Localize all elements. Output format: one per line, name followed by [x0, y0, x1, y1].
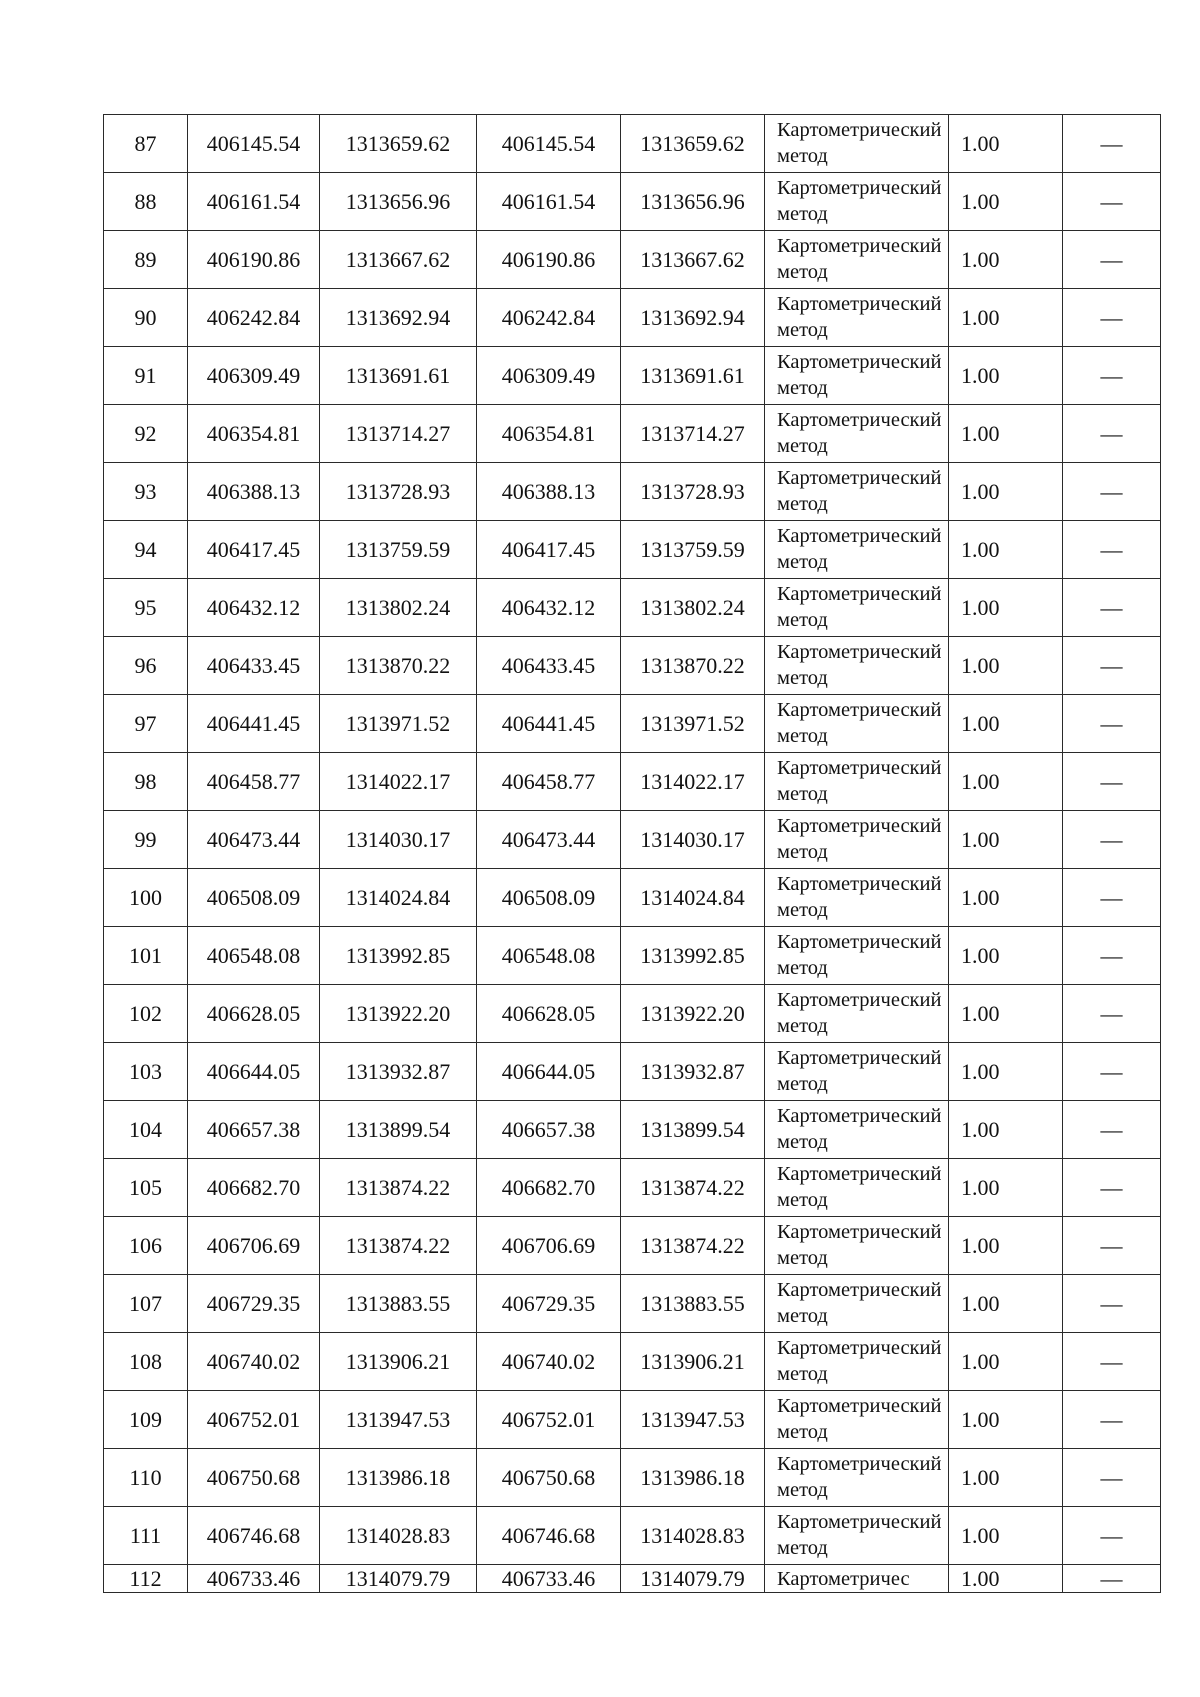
- method-cell: Картометрический метод: [765, 1333, 949, 1391]
- refined-y-cell: 1313992.85: [621, 927, 765, 985]
- refined-x-cell: 406746.68: [477, 1507, 621, 1565]
- refined-y-cell: 1313932.87: [621, 1043, 765, 1101]
- method-cell: Картометрический метод: [765, 579, 949, 637]
- note-cell: —: [1063, 579, 1161, 637]
- accuracy-cell: 1.00: [949, 173, 1063, 231]
- table-row: [104, 173, 1161, 231]
- refined-y-cell: 1313971.52: [621, 695, 765, 753]
- accuracy-cell: 1.00: [949, 579, 1063, 637]
- method-cell: Картометрический метод: [765, 347, 949, 405]
- accuracy-cell: 1.00: [949, 1391, 1063, 1449]
- existing-x-cell: 406657.38: [188, 1101, 320, 1159]
- table-row: [104, 1275, 1161, 1333]
- method-cell: Картометрический метод: [765, 985, 949, 1043]
- existing-x-cell: 406242.84: [188, 289, 320, 347]
- method-cell: Картометрический метод: [765, 927, 949, 985]
- table-row: [104, 869, 1161, 927]
- existing-y-cell: 1313656.96: [320, 173, 477, 231]
- table-row: [104, 637, 1161, 695]
- note-cell: —: [1063, 1565, 1161, 1593]
- accuracy-cell: 1.00: [949, 1043, 1063, 1101]
- note-cell: —: [1063, 405, 1161, 463]
- refined-y-cell: 1313883.55: [621, 1275, 765, 1333]
- existing-y-cell: 1313714.27: [320, 405, 477, 463]
- existing-x-cell: 406433.45: [188, 637, 320, 695]
- existing-y-cell: 1314022.17: [320, 753, 477, 811]
- coordinates-table: [103, 114, 1161, 1593]
- existing-y-cell: 1313759.59: [320, 521, 477, 579]
- existing-x-cell: 406752.01: [188, 1391, 320, 1449]
- table-row: [104, 405, 1161, 463]
- refined-x-cell: 406628.05: [477, 985, 621, 1043]
- refined-x-cell: 406433.45: [477, 637, 621, 695]
- note-cell: —: [1063, 289, 1161, 347]
- note-cell: —: [1063, 1217, 1161, 1275]
- accuracy-cell: 1.00: [949, 1565, 1063, 1593]
- method-cell: Картометрический метод: [765, 1159, 949, 1217]
- refined-y-cell: 1313947.53: [621, 1391, 765, 1449]
- table-row: [104, 1333, 1161, 1391]
- method-cell: Картометрический метод: [765, 753, 949, 811]
- accuracy-cell: 1.00: [949, 811, 1063, 869]
- existing-y-cell: 1313870.22: [320, 637, 477, 695]
- table-row: [104, 1565, 1161, 1593]
- existing-x-cell: 406548.08: [188, 927, 320, 985]
- existing-y-cell: 1313922.20: [320, 985, 477, 1043]
- note-cell: —: [1063, 1043, 1161, 1101]
- point-number-cell: 92: [104, 405, 188, 463]
- refined-x-cell: 406682.70: [477, 1159, 621, 1217]
- refined-y-cell: 1313802.24: [621, 579, 765, 637]
- refined-x-cell: 406242.84: [477, 289, 621, 347]
- accuracy-cell: 1.00: [949, 1449, 1063, 1507]
- refined-x-cell: 406145.54: [477, 115, 621, 173]
- point-number-cell: 91: [104, 347, 188, 405]
- accuracy-cell: 1.00: [949, 1159, 1063, 1217]
- existing-y-cell: 1313992.85: [320, 927, 477, 985]
- existing-y-cell: 1313691.61: [320, 347, 477, 405]
- table-row: [104, 1507, 1161, 1565]
- note-cell: —: [1063, 637, 1161, 695]
- refined-y-cell: 1313874.22: [621, 1159, 765, 1217]
- note-cell: —: [1063, 115, 1161, 173]
- refined-y-cell: 1313656.96: [621, 173, 765, 231]
- refined-x-cell: 406548.08: [477, 927, 621, 985]
- point-number-cell: 107: [104, 1275, 188, 1333]
- refined-x-cell: 406417.45: [477, 521, 621, 579]
- accuracy-cell: 1.00: [949, 1333, 1063, 1391]
- refined-x-cell: 406473.44: [477, 811, 621, 869]
- existing-x-cell: 406733.46: [188, 1565, 320, 1593]
- note-cell: —: [1063, 1275, 1161, 1333]
- method-cell: Картометричес: [765, 1565, 949, 1593]
- table-row: [104, 1449, 1161, 1507]
- accuracy-cell: 1.00: [949, 405, 1063, 463]
- existing-x-cell: 406628.05: [188, 985, 320, 1043]
- refined-x-cell: 406458.77: [477, 753, 621, 811]
- note-cell: —: [1063, 463, 1161, 521]
- point-number-cell: 104: [104, 1101, 188, 1159]
- existing-x-cell: 406473.44: [188, 811, 320, 869]
- refined-x-cell: 406354.81: [477, 405, 621, 463]
- existing-y-cell: 1313692.94: [320, 289, 477, 347]
- existing-y-cell: 1314079.79: [320, 1565, 477, 1593]
- refined-y-cell: 1313667.62: [621, 231, 765, 289]
- refined-y-cell: 1313759.59: [621, 521, 765, 579]
- existing-x-cell: 406388.13: [188, 463, 320, 521]
- note-cell: —: [1063, 173, 1161, 231]
- method-cell: Картометрический метод: [765, 811, 949, 869]
- method-cell: Картометрический метод: [765, 1507, 949, 1565]
- existing-y-cell: 1313899.54: [320, 1101, 477, 1159]
- point-number-cell: 98: [104, 753, 188, 811]
- accuracy-cell: 1.00: [949, 1101, 1063, 1159]
- accuracy-cell: 1.00: [949, 231, 1063, 289]
- point-number-cell: 96: [104, 637, 188, 695]
- refined-y-cell: 1313691.61: [621, 347, 765, 405]
- existing-x-cell: 406190.86: [188, 231, 320, 289]
- point-number-cell: 94: [104, 521, 188, 579]
- existing-x-cell: 406161.54: [188, 173, 320, 231]
- point-number-cell: 100: [104, 869, 188, 927]
- method-cell: Картометрический метод: [765, 521, 949, 579]
- refined-x-cell: 406750.68: [477, 1449, 621, 1507]
- existing-y-cell: 1314024.84: [320, 869, 477, 927]
- refined-x-cell: 406441.45: [477, 695, 621, 753]
- refined-y-cell: 1314024.84: [621, 869, 765, 927]
- refined-x-cell: 406752.01: [477, 1391, 621, 1449]
- method-cell: Картометрический метод: [765, 695, 949, 753]
- accuracy-cell: 1.00: [949, 637, 1063, 695]
- refined-y-cell: 1313659.62: [621, 115, 765, 173]
- accuracy-cell: 1.00: [949, 753, 1063, 811]
- accuracy-cell: 1.00: [949, 695, 1063, 753]
- note-cell: —: [1063, 1333, 1161, 1391]
- existing-y-cell: 1314028.83: [320, 1507, 477, 1565]
- refined-x-cell: 406432.12: [477, 579, 621, 637]
- existing-x-cell: 406441.45: [188, 695, 320, 753]
- refined-y-cell: 1314079.79: [621, 1565, 765, 1593]
- refined-x-cell: 406657.38: [477, 1101, 621, 1159]
- note-cell: —: [1063, 1159, 1161, 1217]
- existing-y-cell: 1313883.55: [320, 1275, 477, 1333]
- existing-y-cell: 1313667.62: [320, 231, 477, 289]
- point-number-cell: 99: [104, 811, 188, 869]
- accuracy-cell: 1.00: [949, 463, 1063, 521]
- method-cell: Картометрический метод: [765, 1217, 949, 1275]
- point-number-cell: 89: [104, 231, 188, 289]
- existing-y-cell: 1313906.21: [320, 1333, 477, 1391]
- table-body: [104, 115, 1161, 1593]
- refined-x-cell: 406388.13: [477, 463, 621, 521]
- table-row: [104, 1101, 1161, 1159]
- point-number-cell: 101: [104, 927, 188, 985]
- point-number-cell: 109: [104, 1391, 188, 1449]
- point-number-cell: 102: [104, 985, 188, 1043]
- refined-x-cell: 406729.35: [477, 1275, 621, 1333]
- note-cell: —: [1063, 1449, 1161, 1507]
- note-cell: —: [1063, 231, 1161, 289]
- method-cell: Картометрический метод: [765, 1449, 949, 1507]
- refined-y-cell: 1313899.54: [621, 1101, 765, 1159]
- existing-y-cell: 1313971.52: [320, 695, 477, 753]
- note-cell: —: [1063, 811, 1161, 869]
- table-row: [104, 1159, 1161, 1217]
- existing-x-cell: 406644.05: [188, 1043, 320, 1101]
- table-row: [104, 579, 1161, 637]
- table-row: [104, 289, 1161, 347]
- refined-y-cell: 1314030.17: [621, 811, 765, 869]
- table-row: [104, 463, 1161, 521]
- table-row: [104, 347, 1161, 405]
- table-row: [104, 115, 1161, 173]
- existing-y-cell: 1314030.17: [320, 811, 477, 869]
- point-number-cell: 106: [104, 1217, 188, 1275]
- note-cell: —: [1063, 1391, 1161, 1449]
- table-row: [104, 1217, 1161, 1275]
- note-cell: —: [1063, 521, 1161, 579]
- note-cell: —: [1063, 1507, 1161, 1565]
- method-cell: Картометрический метод: [765, 1101, 949, 1159]
- existing-y-cell: 1313932.87: [320, 1043, 477, 1101]
- existing-y-cell: 1313874.22: [320, 1159, 477, 1217]
- accuracy-cell: 1.00: [949, 869, 1063, 927]
- accuracy-cell: 1.00: [949, 347, 1063, 405]
- refined-y-cell: 1313906.21: [621, 1333, 765, 1391]
- accuracy-cell: 1.00: [949, 927, 1063, 985]
- table-row: [104, 231, 1161, 289]
- point-number-cell: 103: [104, 1043, 188, 1101]
- refined-x-cell: 406740.02: [477, 1333, 621, 1391]
- point-number-cell: 111: [104, 1507, 188, 1565]
- method-cell: Картометрический метод: [765, 1391, 949, 1449]
- point-number-cell: 97: [104, 695, 188, 753]
- point-number-cell: 110: [104, 1449, 188, 1507]
- method-cell: Картометрический метод: [765, 289, 949, 347]
- existing-x-cell: 406432.12: [188, 579, 320, 637]
- table-row: [104, 985, 1161, 1043]
- refined-y-cell: 1314028.83: [621, 1507, 765, 1565]
- refined-y-cell: 1313986.18: [621, 1449, 765, 1507]
- accuracy-cell: 1.00: [949, 1275, 1063, 1333]
- existing-y-cell: 1313986.18: [320, 1449, 477, 1507]
- table-row: [104, 521, 1161, 579]
- existing-x-cell: 406145.54: [188, 115, 320, 173]
- note-cell: —: [1063, 347, 1161, 405]
- method-cell: Картометрический метод: [765, 173, 949, 231]
- refined-x-cell: 406706.69: [477, 1217, 621, 1275]
- point-number-cell: 95: [104, 579, 188, 637]
- refined-x-cell: 406644.05: [477, 1043, 621, 1101]
- accuracy-cell: 1.00: [949, 289, 1063, 347]
- refined-x-cell: 406733.46: [477, 1565, 621, 1593]
- point-number-cell: 87: [104, 115, 188, 173]
- refined-y-cell: 1314022.17: [621, 753, 765, 811]
- refined-y-cell: 1313874.22: [621, 1217, 765, 1275]
- method-cell: Картометрический метод: [765, 637, 949, 695]
- point-number-cell: 112: [104, 1565, 188, 1593]
- existing-x-cell: 406508.09: [188, 869, 320, 927]
- refined-y-cell: 1313714.27: [621, 405, 765, 463]
- existing-y-cell: 1313659.62: [320, 115, 477, 173]
- accuracy-cell: 1.00: [949, 1217, 1063, 1275]
- accuracy-cell: 1.00: [949, 1507, 1063, 1565]
- point-number-cell: 90: [104, 289, 188, 347]
- existing-x-cell: 406706.69: [188, 1217, 320, 1275]
- accuracy-cell: 1.00: [949, 985, 1063, 1043]
- existing-x-cell: 406729.35: [188, 1275, 320, 1333]
- refined-y-cell: 1313922.20: [621, 985, 765, 1043]
- method-cell: Картометрический метод: [765, 231, 949, 289]
- note-cell: —: [1063, 927, 1161, 985]
- table-row: [104, 753, 1161, 811]
- refined-x-cell: 406508.09: [477, 869, 621, 927]
- table-row: [104, 695, 1161, 753]
- existing-y-cell: 1313728.93: [320, 463, 477, 521]
- existing-x-cell: 406682.70: [188, 1159, 320, 1217]
- existing-y-cell: 1313947.53: [320, 1391, 477, 1449]
- document-page: [103, 114, 1161, 1593]
- refined-y-cell: 1313870.22: [621, 637, 765, 695]
- point-number-cell: 105: [104, 1159, 188, 1217]
- table-row: [104, 811, 1161, 869]
- note-cell: —: [1063, 695, 1161, 753]
- existing-y-cell: 1313802.24: [320, 579, 477, 637]
- refined-y-cell: 1313692.94: [621, 289, 765, 347]
- table-row: [104, 927, 1161, 985]
- point-number-cell: 88: [104, 173, 188, 231]
- existing-x-cell: 406750.68: [188, 1449, 320, 1507]
- point-number-cell: 93: [104, 463, 188, 521]
- existing-x-cell: 406309.49: [188, 347, 320, 405]
- existing-y-cell: 1313874.22: [320, 1217, 477, 1275]
- method-cell: Картометрический метод: [765, 1275, 949, 1333]
- existing-x-cell: 406458.77: [188, 753, 320, 811]
- table-row: [104, 1043, 1161, 1101]
- table-row: [104, 1391, 1161, 1449]
- refined-x-cell: 406309.49: [477, 347, 621, 405]
- method-cell: Картометрический метод: [765, 463, 949, 521]
- accuracy-cell: 1.00: [949, 115, 1063, 173]
- refined-x-cell: 406190.86: [477, 231, 621, 289]
- method-cell: Картометрический метод: [765, 1043, 949, 1101]
- point-number-cell: 108: [104, 1333, 188, 1391]
- existing-x-cell: 406417.45: [188, 521, 320, 579]
- method-cell: Картометрический метод: [765, 115, 949, 173]
- accuracy-cell: 1.00: [949, 521, 1063, 579]
- note-cell: —: [1063, 753, 1161, 811]
- note-cell: —: [1063, 985, 1161, 1043]
- note-cell: —: [1063, 869, 1161, 927]
- method-cell: Картометрический метод: [765, 869, 949, 927]
- refined-y-cell: 1313728.93: [621, 463, 765, 521]
- existing-x-cell: 406354.81: [188, 405, 320, 463]
- existing-x-cell: 406740.02: [188, 1333, 320, 1391]
- refined-x-cell: 406161.54: [477, 173, 621, 231]
- note-cell: —: [1063, 1101, 1161, 1159]
- method-cell: Картометрический метод: [765, 405, 949, 463]
- existing-x-cell: 406746.68: [188, 1507, 320, 1565]
